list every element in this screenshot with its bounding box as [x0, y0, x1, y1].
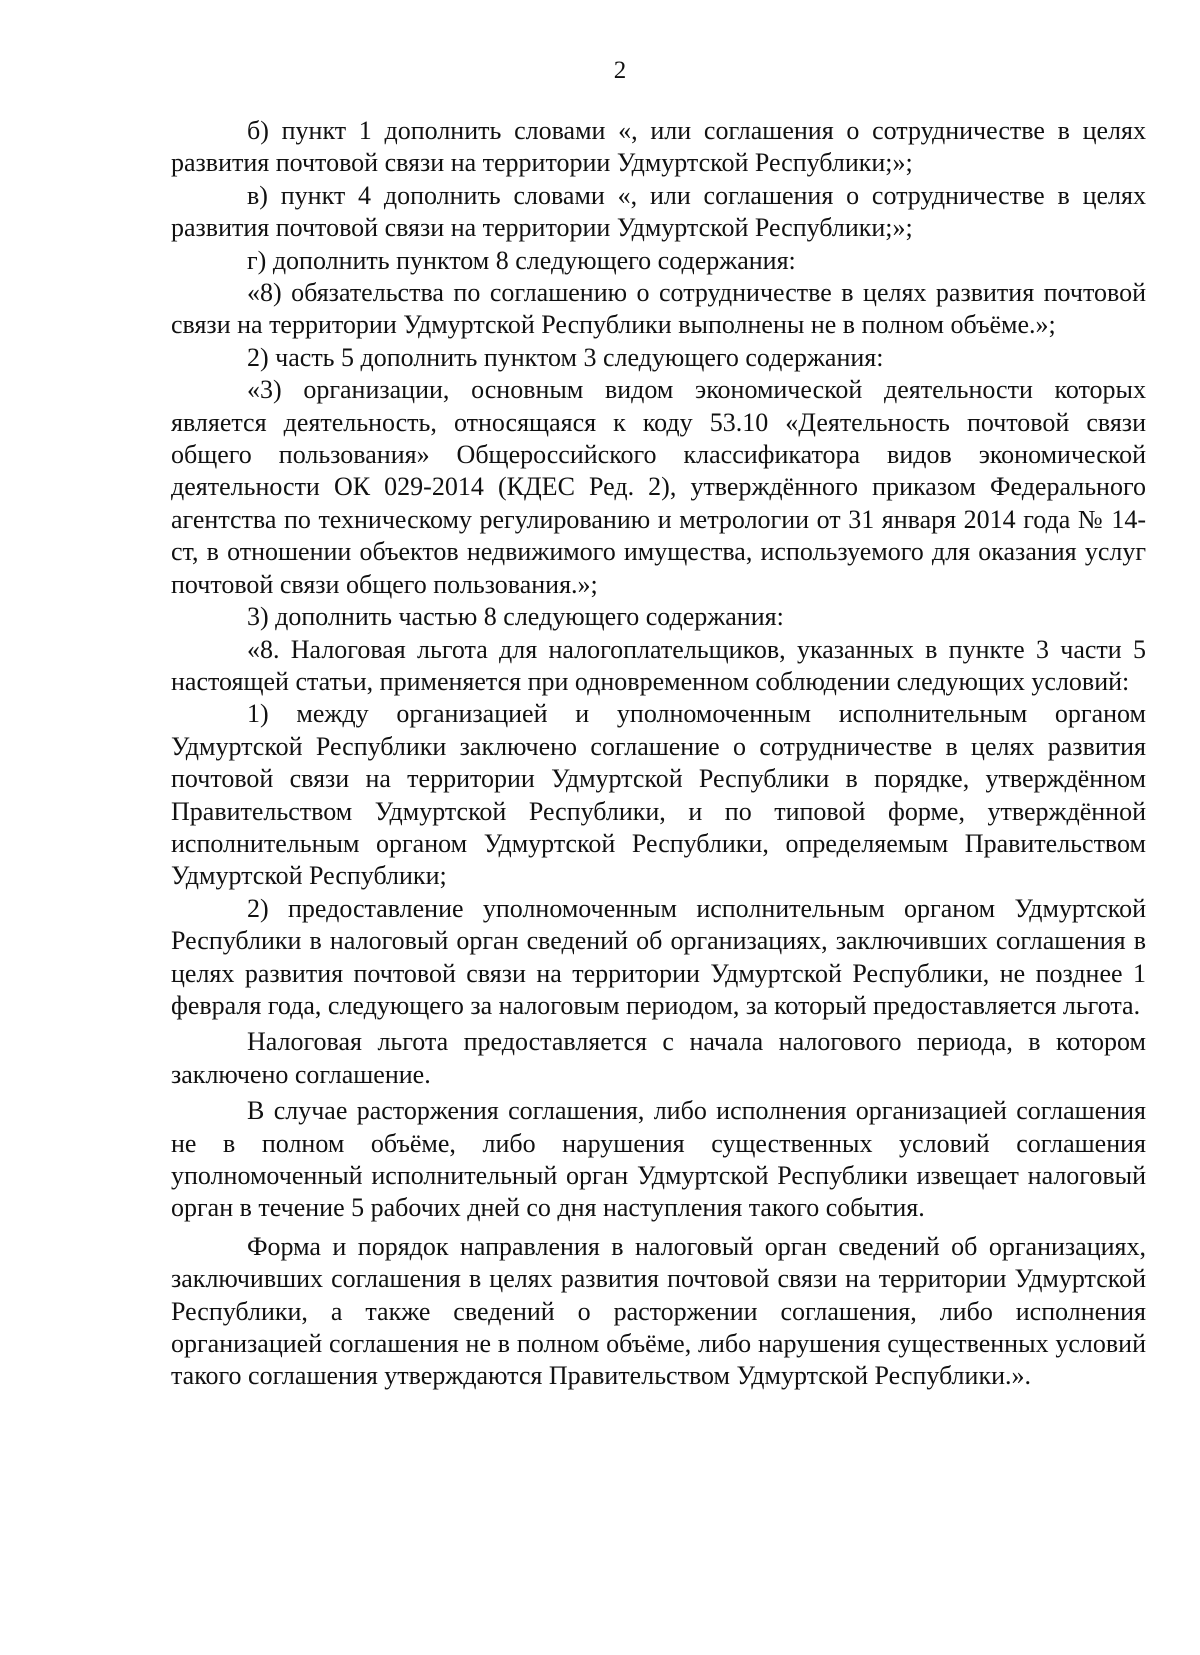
- paragraph-form-procedure: Форма и порядок направления в налоговый орган сведений об организациях, заключивших соглашения в целях развития почтовой связи на территории Удмуртской Республики, а также сведений о расторжении соглашения, либо исполнения организацией соглашения не в полном объёме, либо нарушения существенных условий такого соглашения утверждаются Правительством Удмуртской Республики.».: [171, 1231, 1146, 1391]
- paragraph-tax-benefit: «8. Налоговая льгота для налогоплательщиков, указанных в пункте 3 части 5 настоящей статьи, применяется при одновременном соблюдении следующих условий:: [171, 634, 1146, 696]
- paragraph-item-8: «8) обязательства по соглашению о сотрудничестве в целях развития почтовой связи на территории Удмуртской Республики выполнены не в полном объёме.»;: [171, 278, 1146, 340]
- paragraph-item-3: «3) организации, основным видом экономической деятельности которых является деятельность, относящаяся к коду 53.10 «Деятельность почтовой связи общего пользования» Общероссийского классификатора видов экономической деятельности ОК 029-2014 (КДЕС Ред. 2), утверждённого приказом Федерального агентства по техническому регулированию и метрологии от 31 января 2014 года № 14-ст, в отношении объектов недвижимого имущества, используемого для оказания услуг почтовой связи общего пользования.»;: [171, 375, 1146, 599]
- paragraph-v: в) пункт 4 дополнить словами «, или соглашения о сотрудничестве в целях развития почтовой связи на территории Удмуртской Республики;»;: [171, 180, 1146, 243]
- paragraph-condition-2: 2) предоставление уполномоченным исполнительным органом Удмуртской Республики в налоговый орган сведений об организациях, заключивших соглашения в целях развития почтовой связи на территории Удмуртской Республики, не позднее 1 февраля года, следующего за налоговым периодом, за который предоставляется льгота.: [171, 893, 1146, 1020]
- paragraph-benefit-start: Налоговая льгота предоставляется с начала налогового периода, в котором заключено соглашение.: [171, 1027, 1146, 1089]
- paragraph-termination: В случае расторжения соглашения, либо исполнения организацией соглашения не в полном объёме, либо нарушения существенных условий соглашения уполномоченный исполнительный орган Удмуртской Республики извещает налоговый орган в течение 5 рабочих дней со дня наступления такого события.: [171, 1096, 1146, 1223]
- page-number: 2: [613, 57, 627, 84]
- paragraph-part-8: 3) дополнить частью 8 следующего содержания:: [247, 602, 784, 632]
- paragraph-b: б) пункт 1 дополнить словами «, или соглашения о сотрудничестве в целях развития почтовой связи на территории Удмуртской Республики;»;: [171, 116, 1146, 178]
- paragraph-part-5: 2) часть 5 дополнить пунктом 3 следующего содержания:: [247, 342, 884, 372]
- document-body: [171, 115, 1146, 1393]
- paragraph-g: г) дополнить пунктом 8 следующего содержания:: [247, 245, 796, 275]
- paragraph-condition-1: 1) между организацией и уполномоченным исполнительным органом Удмуртской Республики заключено соглашение о сотрудничестве в целях развития почтовой связи на территории Удмуртской Республики в порядке, утверждённом Правительством Удмуртской Республики, и по типовой форме, утверждённой исполнительным органом Удмуртской Республики, определяемым Правительством Удмуртской Республики;: [171, 699, 1146, 891]
